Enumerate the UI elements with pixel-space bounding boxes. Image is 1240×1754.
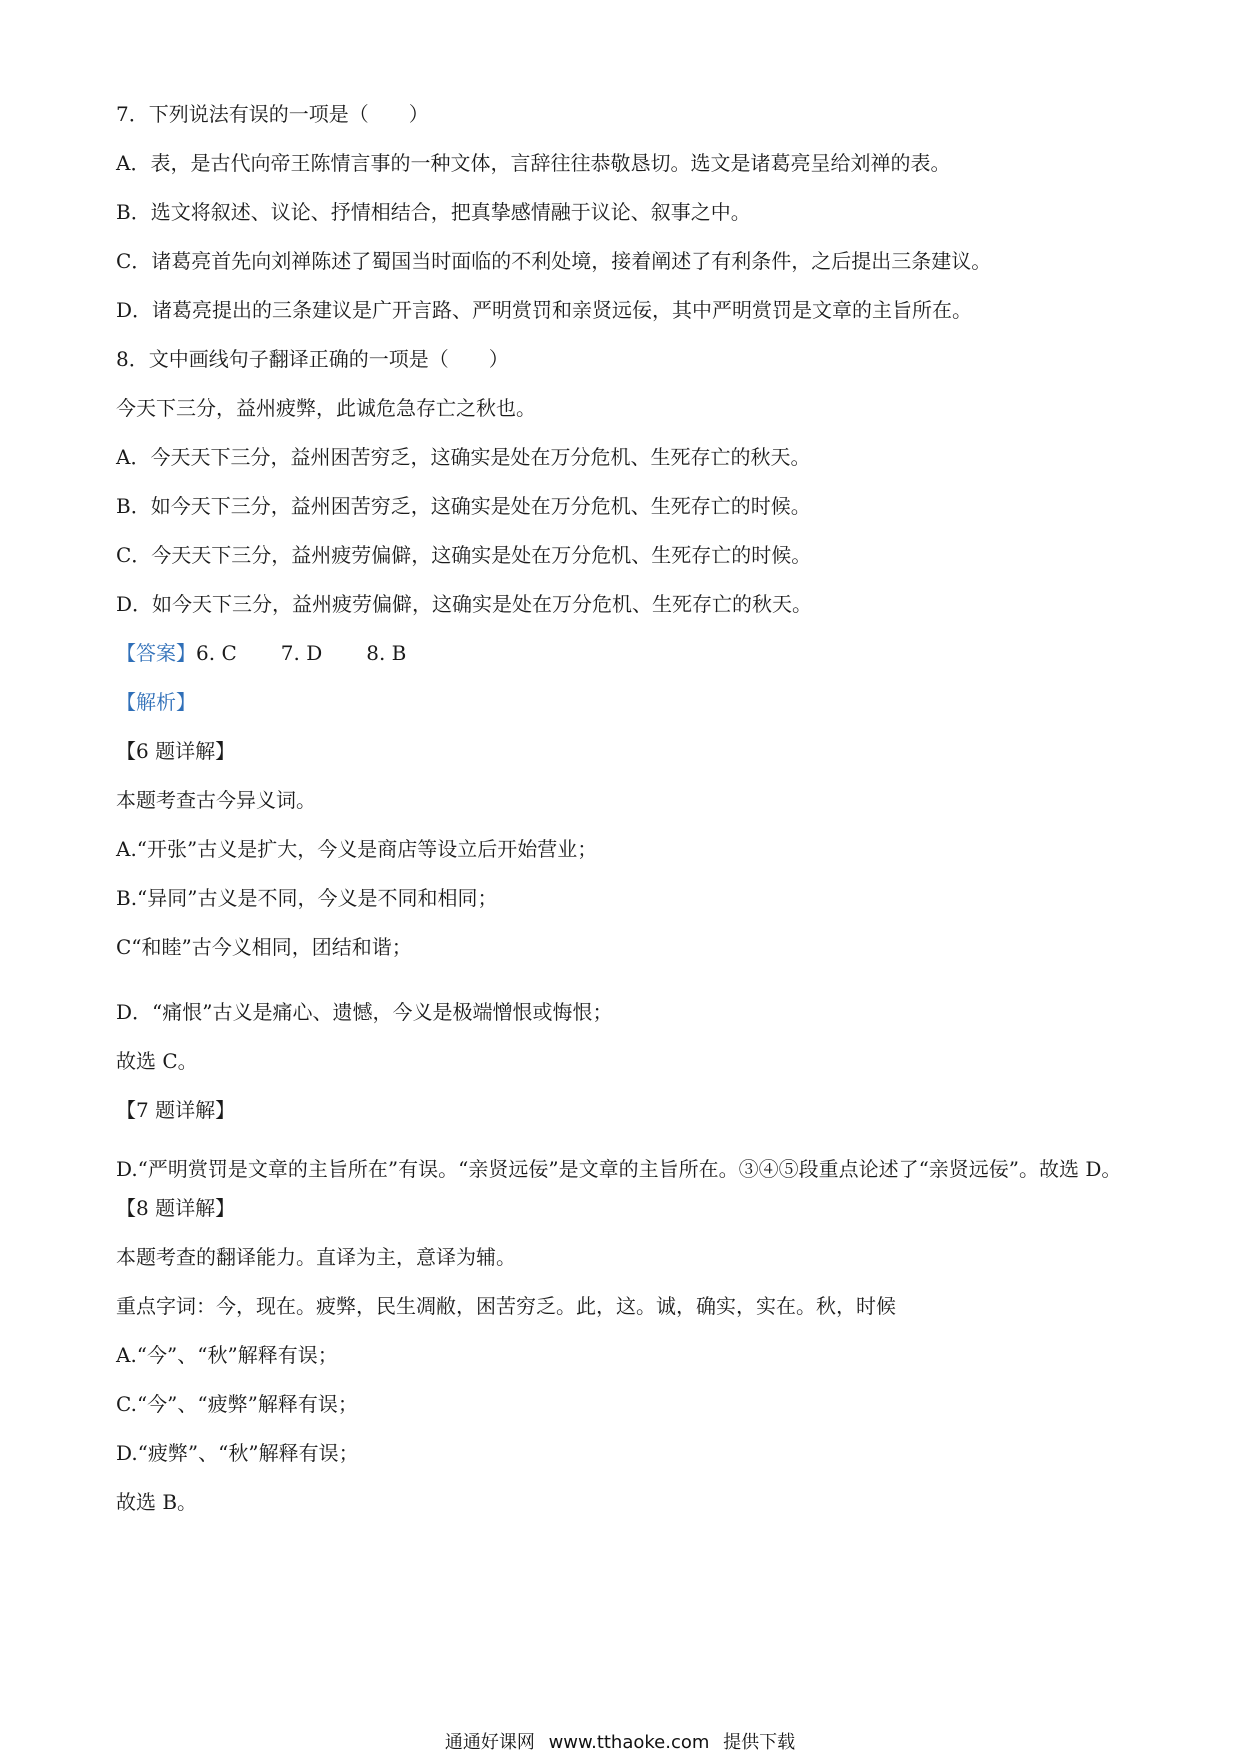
document-content <box>116 100 1126 1537</box>
q8-sentence: 今天下三分，益州疲弊，此诚危急存亡之秋也。 <box>116 396 536 420</box>
detail8-a: A.“今”、“秋”解释有误； <box>116 1343 338 1367</box>
detail6-conclusion: 故选 C。 <box>116 1049 198 1073</box>
q7-option-d: D．诸葛亮提出的三条建议是广开言路、严明赏罚和亲贤远佞，其中严明赏罚是文章的主旨所在。 <box>116 298 973 322</box>
detail6-d: D．“痛恨”古义是痛心、遗憾，今义是极端憎恨或悔恨； <box>116 1000 613 1024</box>
detail6-heading: 【6 题详解】 <box>116 739 236 763</box>
q7-stem: 7．下列说法有误的一项是（ ） <box>116 102 429 126</box>
detail8-keywords: 重点字词：今，现在。疲弊，民生凋敝，困苦穷乏。此，这。诚，确实，实在。秋，时候 <box>116 1294 896 1318</box>
answer-item-6: 6. C <box>196 641 237 665</box>
detail6-intro: 本题考查古今异义词。 <box>116 788 316 812</box>
footer-site: 通通好课网 <box>444 1732 535 1753</box>
page-footer <box>0 1728 1240 1754</box>
detail6-a: A.“开张”古义是扩大，今义是商店等设立后开始营业； <box>116 837 598 861</box>
q7-option-a: A．表，是古代向帝王陈情言事的一种文体，言辞往往恭敬恳切。选文是诸葛亮呈给刘禅的表。 <box>116 151 951 175</box>
analysis-label: 【解析】 <box>116 690 196 714</box>
q7-option-c: C．诸葛亮首先向刘禅陈述了蜀国当时面临的不利处境，接着阐述了有利条件，之后提出三条建议。 <box>116 249 992 273</box>
detail8-heading: 【8 题详解】 <box>116 1196 236 1220</box>
q8-option-a: A．今天天下三分，益州困苦穷乏，这确实是处在万分危机、生死存亡的秋天。 <box>116 445 811 469</box>
answer-item-8: 8. B <box>366 641 407 665</box>
detail8-c: C.“今”、“疲弊”解释有误； <box>116 1392 358 1416</box>
detail8-conclusion: 故选 B。 <box>116 1490 198 1514</box>
q8-option-d: D．如今天下三分，益州疲劳偏僻，这确实是处在万分危机、生死存亡的秋天。 <box>116 592 813 616</box>
answer-label: 【答案】 <box>116 641 196 665</box>
footer-note: 提供下载 <box>723 1732 796 1753</box>
detail6-b: B.“异同”古义是不同，今义是不同和相同； <box>116 886 498 910</box>
q8-option-b: B．如今天下三分，益州困苦穷乏，这确实是处在万分危机、生死存亡的时候。 <box>116 494 811 518</box>
q8-stem: 8．文中画线句子翻译正确的一项是（ ） <box>116 347 509 371</box>
q8-option-c: C．今天天下三分，益州疲劳偏僻，这确实是处在万分危机、生死存亡的时候。 <box>116 543 812 567</box>
answer-line <box>116 639 1126 688</box>
detail8-d: D.“疲弊”、“秋”解释有误； <box>116 1441 359 1465</box>
detail7-heading: 【7 题详解】 <box>116 1098 236 1122</box>
footer-url[interactable]: www.tthaoke.com <box>548 1732 710 1753</box>
analysis-line <box>116 688 1126 737</box>
q7-option-b: B．选文将叙述、议论、抒情相结合，把真挚感情融于议论、叙事之中。 <box>116 200 751 224</box>
detail8-intro: 本题考查的翻译能力。直译为主，意译为辅。 <box>116 1245 516 1269</box>
detail6-c: C“和睦”古今义相同，团结和谐； <box>116 935 412 959</box>
answer-item-7: 7. D <box>280 641 323 665</box>
detail7-text: D.“严明赏罚是文章的主旨所在”有误。“亲贤远佞”是文章的主旨所在。③④⑤段重点论述了“亲贤远佞”。故选 D。 <box>116 1157 1122 1181</box>
